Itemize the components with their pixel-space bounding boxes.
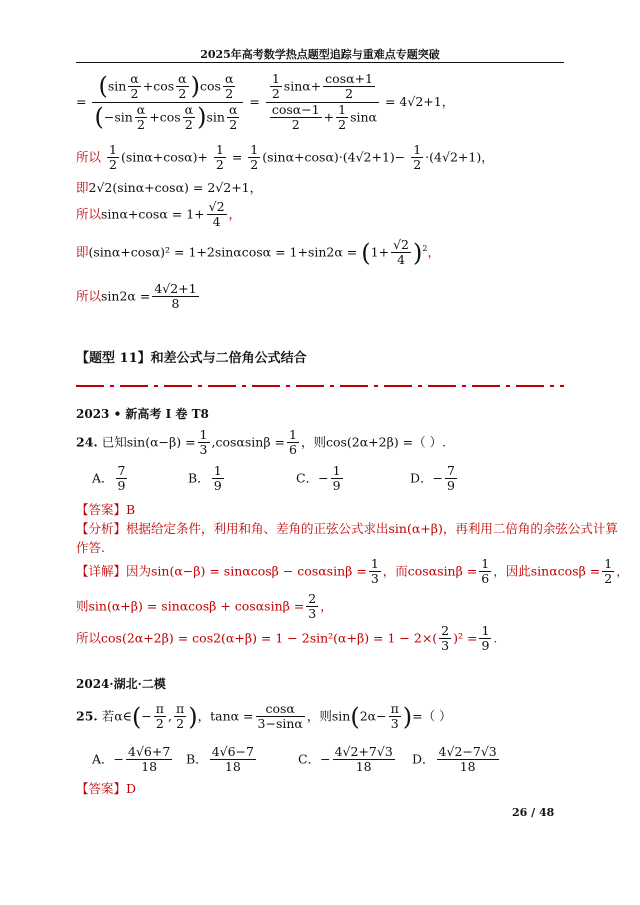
option-sign: −	[432, 470, 444, 486]
option-sign: −	[320, 751, 331, 767]
q25-answer: 【答案】D	[76, 781, 137, 796]
eq-part: (sinα+cosα)·(4√2+1)−	[262, 149, 410, 165]
option-num: 4√2−7√3	[438, 744, 497, 759]
option-label: D．	[412, 751, 435, 767]
eq-part: (sinα+cosα)+	[120, 149, 212, 165]
q25-source: 2024·湖北·二模	[76, 677, 166, 691]
solution-line-5: 即(sinα+cosα)² = 1+2sinαcosα = 1+sin2α = (1+ $\frac{√2}{4}$ )$^2$，	[76, 237, 440, 268]
section-divider	[76, 385, 564, 387]
detail-part: ，而cosαsinβ =	[382, 563, 478, 579]
eq-part: ，	[228, 206, 242, 222]
option-num: 1	[332, 463, 341, 478]
eq-part: (sinα+cosα)² = 1+2sinαcosα = 1+sin2α =	[88, 244, 362, 260]
q24-stem-part: 已知sin(α−β) =	[101, 434, 196, 450]
q24-stem-part: ，则cos(2α+2β) =（ ）.	[300, 434, 447, 450]
option-den: 9	[213, 478, 222, 494]
page-number: 26 / 48	[512, 806, 555, 819]
q24-number: 24.	[76, 434, 98, 450]
header-rule	[76, 62, 564, 63]
option-label: C．	[298, 751, 321, 767]
solution-line-3	[76, 178, 262, 196]
q25-stem-part: ，则sin	[306, 708, 351, 724]
q25-stem-part: =（ ）	[412, 708, 452, 724]
eq-part: 2√2(sinα+cosα) = 2√2+1，	[88, 180, 263, 195]
fraction-big: (sin $\frac{\alpha}{2}$ +cos $\frac{\alpha}{2}$ )cos $\frac{\alpha}{2}$ (−sin $\frac{\alpha}{2}$ +cos $\frac{\alpha}{2}$ )sin $\frac{\alpha}{2}$	[92, 72, 243, 133]
option-label: B．	[186, 751, 208, 767]
option-num: 7	[117, 463, 126, 478]
fraction-simplified: $\frac{1}{2}$ sinα+ $\frac{\cos\alpha+1}{2}$ $\frac{\cos\alpha-1}{2}$ + $\frac{1}{2}$ sinα	[266, 72, 379, 133]
detail-part: )² =	[453, 630, 478, 646]
q24-detail-line3: 所以cos(2α+2β) = cos2(α+β) = 1 − 2sin²(α+β) = 1 − 2×( $\frac{2}{3}$ )² = $\frac{1}{9}$ .	[76, 623, 498, 654]
q24-stem-part: ,cosαsinβ =	[211, 434, 285, 450]
then-label: 即	[76, 180, 89, 195]
q25-option-b[interactable]	[186, 745, 258, 775]
detail-part: 则sin(α+β) = sinαcosβ + cosαsinβ =	[76, 598, 305, 614]
option-num: 1	[213, 463, 222, 478]
eq-part: ·(4√2+1)，	[425, 149, 494, 165]
page-header: 2025年高考数学热点题型追踪与重难点专题突破	[200, 48, 440, 61]
detail-part: 所以cos(2α+2β) = cos2(α+β) = 1 − 2sin²(α+β) = 1 − 2×(	[76, 630, 438, 646]
option-num: 4√6+7	[128, 744, 171, 759]
so-label: 所以	[76, 149, 102, 165]
q25-option-c[interactable]	[298, 745, 397, 775]
so-label: 所以	[76, 288, 102, 304]
detail-label: 【详解】	[76, 563, 127, 579]
detail-part: ，因此sinαcosβ =	[493, 563, 601, 579]
q24-option-c[interactable]	[296, 464, 345, 494]
eq-part: sin2α =	[101, 288, 151, 304]
option-num: 4√2+7√3	[334, 744, 393, 759]
so-label: 所以	[76, 206, 102, 222]
option-den: 18	[355, 759, 372, 775]
q24-detail-line2: 则sin(α+β) = sinαcosβ + cosαsinβ = $\frac{2}{3}$ ，	[76, 591, 333, 622]
option-den: 9	[332, 478, 341, 494]
option-label: B．	[188, 470, 210, 486]
option-den: 9	[117, 478, 126, 494]
option-den: 18	[459, 759, 476, 775]
option-den: 18	[141, 759, 158, 775]
option-den: 9	[447, 478, 455, 494]
option-label: A．	[92, 470, 114, 486]
q25-stem: 25. 若α∈(− $\frac{\pi}{2}$ , $\frac{\pi}{2}$ )，tanα = $\frac{\cos\alpha}{3-\sin\alpha}$ ，则sin(2α− $\frac{\pi}{3}$ )=（ ）	[76, 701, 452, 732]
option-label: D．	[410, 470, 433, 486]
option-den: 18	[224, 759, 241, 775]
eq-part: =	[227, 149, 247, 165]
eq-part: ，	[427, 244, 440, 260]
q24-option-a[interactable]	[92, 464, 129, 494]
option-sign: −	[318, 470, 329, 486]
detail-part: ，	[320, 598, 333, 614]
solution-line-6: 所以sin2α = $\frac{4√2+1}{8}$	[76, 281, 197, 312]
section-title: 【题型 11】和差公式与二倍角公式结合	[76, 351, 307, 366]
detail-part: ，	[616, 563, 629, 579]
q24-source: 2023 • 新高考 I 卷 T8	[76, 407, 209, 421]
q25-number: 25.	[76, 708, 98, 724]
solution-line-1: = (sin $\frac{\alpha}{2}$ +cos $\frac{\alpha}{2}$ )cos $\frac{\alpha}{2}$ (−sin $\frac{\alpha}{2}$ +cos $\frac{\alpha}{2}$ )sin $\frac{\alpha}{2}$ = $\frac{1}{2}$ sinα+ $\frac{\cos\alpha+1}{2}$ $\frac{\cos\alpha-1}{2}$ + $\frac{1}{2}$ sinα = 4√2+1，	[76, 71, 455, 133]
q24-analysis-line2: 作答.	[76, 540, 105, 555]
option-num: 7	[447, 463, 455, 478]
q25-option-d[interactable]	[412, 745, 501, 775]
q25-stem-part: ，tanα =	[197, 708, 254, 724]
option-num: 4√6−7	[211, 744, 254, 759]
option-label: A．	[92, 751, 114, 767]
then-label: 即	[76, 244, 89, 260]
detail-part: .	[493, 630, 498, 646]
detail-part: 因为sin(α−β) = sinαcosβ − cosαsinβ =	[126, 563, 367, 579]
q24-analysis-line1: 【分析】根据给定条件，利用和角、差角的正弦公式求出sin(α+β)，再利用二倍角的余弦公式计算	[76, 521, 618, 536]
q25-stem-part: 若α∈	[101, 708, 132, 724]
eq-part: sinα+cosα = 1+	[101, 206, 205, 222]
solution-line-4: 所以sinα+cosα = 1+ $\frac{√2}{4}$ ，	[76, 199, 242, 230]
q24-stem: 24. 已知sin(α−β) = $\frac{1}{3}$ ,cosαsinβ = $\frac{1}{6}$ ，则cos(2α+2β) =（ ）.	[76, 427, 447, 458]
option-sign: −	[113, 751, 125, 767]
q24-option-b[interactable]	[188, 464, 226, 494]
q25-option-a[interactable]	[92, 745, 174, 775]
q24-answer: 【答案】B	[76, 502, 136, 517]
q24-option-d[interactable]	[410, 464, 459, 494]
q24-detail-line1: 【详解】因为sin(α−β) = sinαcosβ − cosαsinβ = $\frac{1}{3}$ ，而cosαsinβ = $\frac{1}{6}$ ，因此sinαcosβ = $\frac{1}{2}$ ，	[76, 556, 629, 587]
solution-line-2: 所以 $\frac{1}{2}$ (sinα+cosα)+ $\frac{1}{2}$ = $\frac{1}{2}$ (sinα+cosα)·(4√2+1)− $\frac{1}{2}$ ·(4√2+1)，	[76, 142, 494, 173]
eq-prefix: =	[76, 93, 87, 109]
option-label: C．	[296, 470, 319, 486]
eq-result: = 4√2+1，	[384, 93, 455, 109]
